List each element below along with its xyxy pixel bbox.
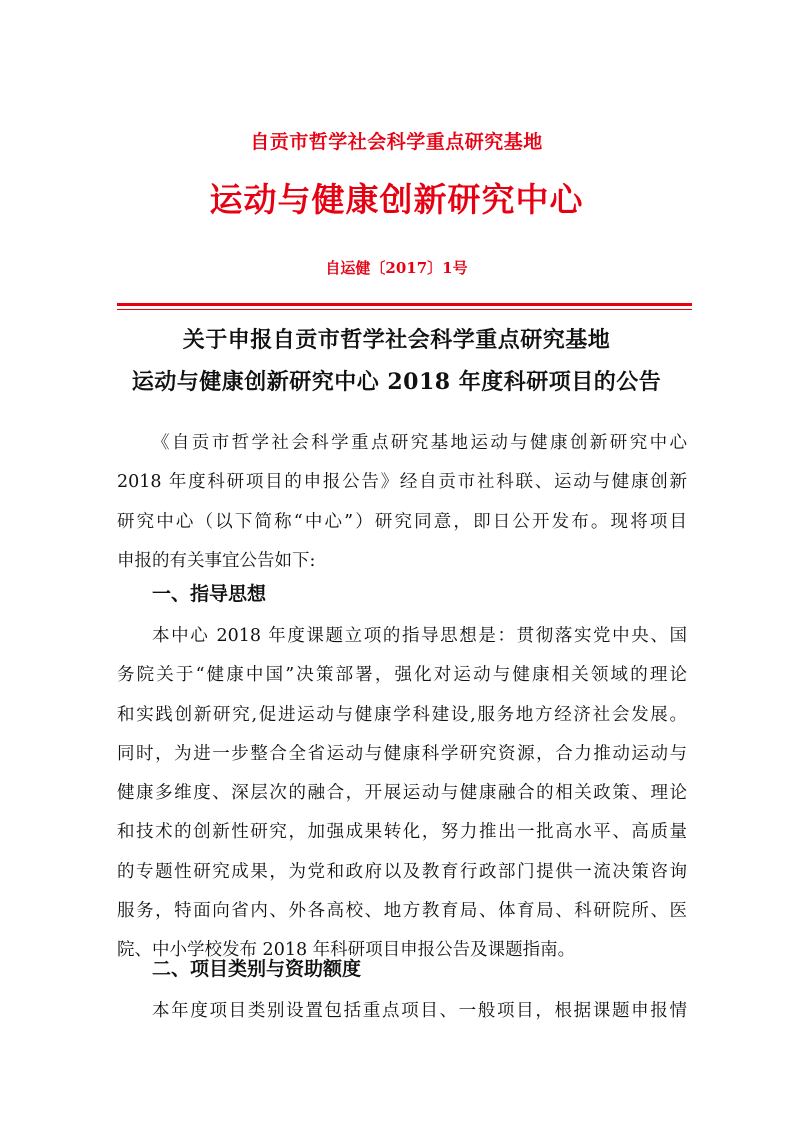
title-line1: 关于申报自贡市哲学社会科学重点研究基地: [182, 327, 611, 353]
section2-paragraph: [117, 992, 687, 1031]
text-line: 2018 年度科研项目的申报公告》经自贡市社科联、运动与健康创新: [117, 472, 687, 493]
text-line: 的专题性研究成果，为党和政府以及教育行政部门提供一流决策咨询: [117, 861, 687, 882]
section-heading-guiding-ideology: 一、指导思想: [152, 583, 267, 605]
text-line: 和实践创新研究,促进运动与健康学科建设,服务地方经济社会发展。: [117, 704, 687, 725]
text-line: 院、中小学校发布 2018 年科研项目申报公告及课题指南。: [117, 940, 576, 961]
text-line: 健康多维度、深层次的融合，开展运动与健康融合的相关政策、理论: [117, 783, 687, 804]
text-line: 同时，为进一步整合全省运动与健康科学研究资源，合力推动运动与: [117, 743, 687, 764]
text-line: 和技术的创新性研究，加强成果转化，努力推出一批高水平、高质量: [117, 822, 687, 843]
text-line: 研究中心（以下简称“中心”）研究同意，即日公开发布。现将项目: [117, 511, 687, 532]
text-line: 务院关于“健康中国”决策部署，强化对运动与健康相关领域的理论: [117, 665, 687, 686]
section-heading-project-categories: 二、项目类别与资助额度: [152, 958, 362, 980]
text-line: 申报的有关事宜公告如下:: [117, 550, 316, 571]
section1-paragraph: [117, 617, 687, 971]
text-line: 本中心 2018 年度课题立项的指导思想是：贯彻落实党中央、国: [152, 626, 687, 646]
intro-paragraph: [117, 424, 687, 581]
red-divider-thin: [117, 309, 692, 310]
title-line2: 运动与健康创新研究中心 2018 年度科研项目的公告: [131, 369, 662, 395]
text-line: 服务，特面向省内、外各高校、地方教育局、体育局、科研院所、医: [117, 901, 687, 922]
org-name-line2: 运动与健康创新研究中心: [209, 180, 584, 219]
text-line: 《自贡市哲学社会科学重点研究基地运动与健康创新研究中心: [152, 433, 687, 453]
text-line: 本年度项目类别设置包括重点项目、一般项目，根据课题申报情: [152, 1001, 687, 1021]
document-number: 自运健〔2017〕1号: [325, 259, 468, 277]
org-name-line1: 自贡市哲学社会科学重点研究基地: [250, 131, 543, 153]
red-divider-thick: [117, 303, 692, 306]
